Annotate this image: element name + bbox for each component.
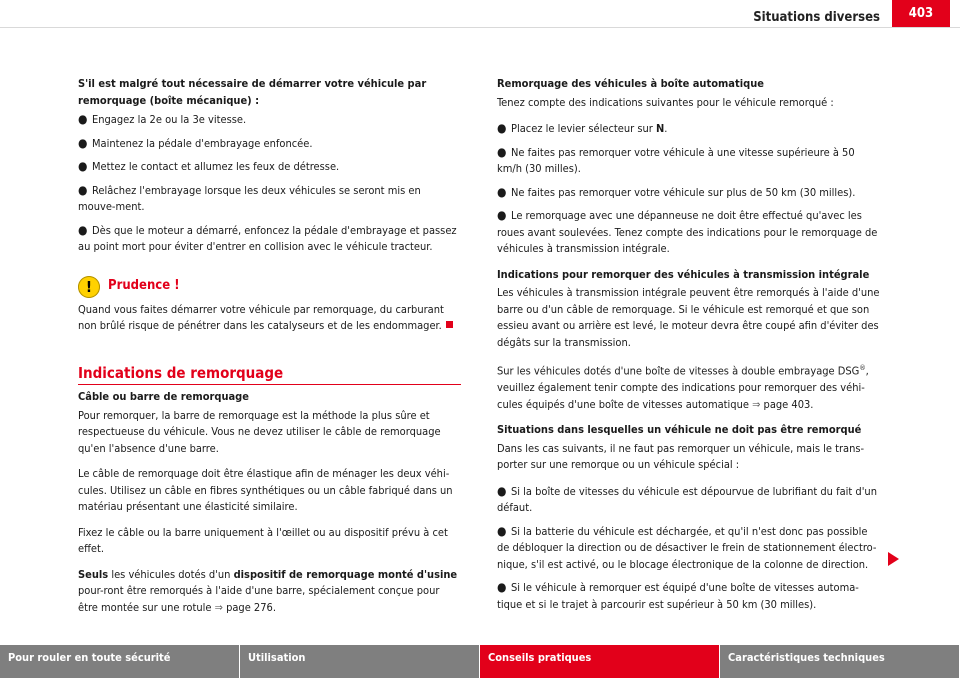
paragraph: Dans les cas suivants, il ne faut pas remorquer un véhicule, mais le trans-porter sur une remorque ou un véhicule spécial : [497,441,865,472]
tab-technical-specs[interactable]: Caractéristiques techniques [720,645,960,678]
list-item: ● Le remorquage avec une dépanneuse ne doit être effectué qu'avec les roues avant soulevées. Tenez compte des indications pour le remorquage de véhicules à transmission intégrale. [497,208,878,255]
bullet-icon: ● [497,184,507,199]
push-start-heading: S'il est malgré tout nécessaire de démarrer votre véhicule par remorquage (boîte mécanique) : [78,77,427,107]
paragraph: Sur les véhicules dotés d'une boîte de vitesses à double embrayage DSG®, veuillez également tenir compte des indications pour remorquer des véhi-cules équipés d'une boîte de vitesses automatique ⇒ page 403. [497,364,869,411]
paragraph: Seuls les véhicules dotés d'un dispositif de remorquage monté d'usine pour-ront être remorqués à l'aide d'une barre, spécialement conçue pour être montée sur une rotule ⇒ page 276. [78,567,458,614]
list-item: ● Si le véhicule à remorquer est équipé d'une boîte de vitesses automa-tique et si le trajet à parcourir est supérieur à 50 km (30 milles). [497,580,859,611]
paragraph: Pour remorquer, la barre de remorquage est la méthode la plus sûre et respectueuse du véhicule. Vous ne devez utiliser le câble de remorquage qu'en l'absence d'une barre. [78,408,441,455]
bullet-icon: ● [78,182,88,197]
footer-tabs [0,645,960,678]
list-item: ● Ne faites pas remorquer votre véhicule à une vitesse supérieure à 50 km/h (30 milles). [497,144,855,175]
bullet-icon: ● [497,483,507,498]
caution-header [78,276,461,298]
list-item: ● Dès que le moteur a démarré, enfoncez la pédale d'embrayage et passez au point mort pour éviter d'entrer en collision avec le véhicule tracteur. [78,222,457,253]
paragraph: Les véhicules à transmission intégrale peuvent être remorqués à l'aide d'une barre ou d'un câble de remorquage. Si le véhicule est remorqué et que son essieu avant ou arrière est levé, le moteur devra être coupé afin d'éviter des dégâts sur la transmission. [497,286,880,349]
list-item: ● Mettez le contact et allumez les feux de détresse. [78,159,340,173]
paragraph: Fixez le câble ou la barre uniquement à l'œillet ou au dispositif prévu à cet effet. [78,525,448,555]
bullet-icon: ● [497,208,507,222]
continue-arrow-icon[interactable] [888,552,899,566]
bullet-icon: ● [78,112,88,126]
cross-reference-arrow-icon: ⇒ [214,600,223,614]
cross-reference-arrow-icon: ⇒ [752,397,761,411]
push-start-steps [78,111,461,256]
page-reference-link[interactable]: page 403. [760,397,814,411]
caution-title: Prudence ! [108,278,180,294]
list-item: ● Si la batterie du véhicule est déchargée, et qu'il n'est donc pas possible de débloquer la direction ou de désactiver le frein de stationnement électro-nique, s'il est activé, ou le blocage électronique de la colonne de direction. [497,523,877,571]
header-rule [0,27,960,28]
section-title: Indications de remorquage [78,365,461,386]
subheading: Câble ou barre de remorquage [78,390,249,403]
subheading: Remorquage des véhicules à boîte automatique [497,77,764,90]
list-item: ● Relâchez l'embrayage lorsque les deux véhicules se seront mis en mouve-ment. [78,182,421,213]
list-item: ● Placez le levier sélecteur sur N. [497,121,668,135]
bullet-icon: ● [78,159,88,173]
running-title: Situations diverses [753,10,880,25]
warning-icon: ! [78,276,100,298]
list-item: ● Maintenez la pédale d'embrayage enfoncée. [78,135,313,150]
page-number: 403 [892,0,950,27]
bullet-icon: ● [497,580,507,595]
list-item: ● Engagez la 2e ou la 3e vitesse. [78,112,247,126]
bullet-icon: ● [497,523,507,538]
list-item: ● Si la boîte de vitesses du véhicule est dépourvue de lubrifiant du fait d'un défaut. [497,483,877,515]
paragraph: Tenez compte des indications suivantes pour le véhicule remorqué : [497,95,834,109]
end-of-section-icon [446,321,453,328]
subheading: Indications pour remorquer des véhicules à transmission intégrale [497,267,870,281]
paragraph: Le câble de remorquage doit être élastique afin de ménager les deux véhi-cules. Utilisez un câble en fibres synthétiques ou un câble fabriqué dans un matériau présentant une élasticité similaire. [78,467,453,513]
left-column [78,76,461,625]
tab-practical-tips[interactable]: Conseils pratiques [480,645,720,678]
right-column [497,76,880,619]
page-reference-link[interactable]: page 276. [222,600,276,614]
bullet-icon: ● [497,121,507,135]
bullet-icon: ● [497,144,507,159]
tab-safety[interactable]: Pour rouler en toute sécurité [0,645,240,678]
caution-text: Quand vous faites démarrer votre véhicule par remorquage, du carburant non brûlé risque de pénétrer dans les catalyseurs et de les endommager. [78,302,461,335]
bullet-icon: ● [78,222,88,237]
bullet-icon: ● [78,135,88,150]
subheading: Situations dans lesquelles un véhicule ne doit pas être remorqué [497,423,862,437]
list-item: ● Ne faites pas remorquer votre véhicule sur plus de 50 km (30 milles). [497,184,856,199]
tab-operation[interactable]: Utilisation [240,645,480,678]
